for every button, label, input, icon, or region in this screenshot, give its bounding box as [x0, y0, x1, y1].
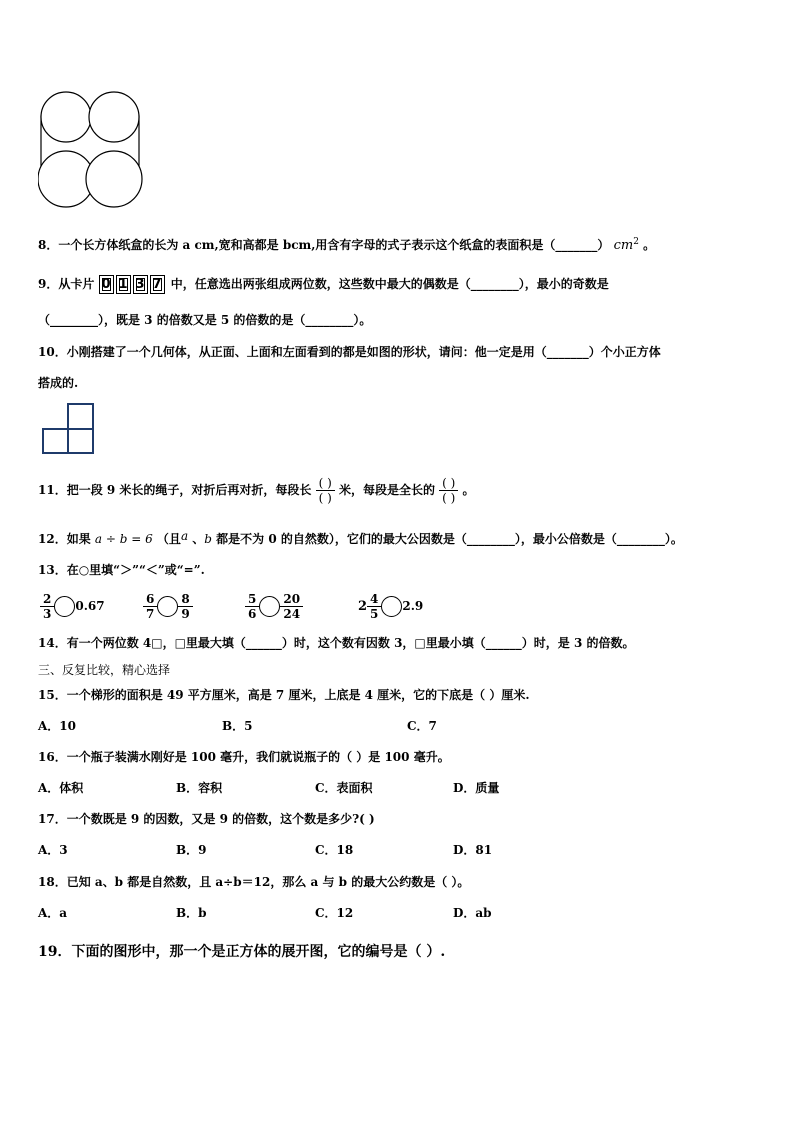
- fraction: [143, 592, 157, 621]
- option-d[interactable]: D．ab: [453, 906, 492, 920]
- fraction: [280, 592, 303, 621]
- denominator: 9: [181, 606, 190, 621]
- option-b[interactable]: B．5: [222, 719, 253, 733]
- question-9: [38, 274, 609, 294]
- question-12-prefix: 12．如果: [38, 532, 91, 546]
- option-c[interactable]: C．表面积: [315, 781, 373, 795]
- question-12-rest: 都是不为 0 的自然数），它们的最大公因数是（________），最小公倍数是（________）。: [216, 532, 683, 546]
- question-8: [38, 234, 655, 254]
- fraction: [40, 592, 54, 621]
- four-circles-figure: [38, 86, 144, 212]
- cube-view-figure: [42, 403, 96, 455]
- fraction: [367, 592, 381, 621]
- option-b[interactable]: B．容积: [176, 781, 223, 795]
- question-12-mid: （且: [156, 532, 181, 546]
- question-13-text: 13．在○里填“＞”“＜”或“=”.: [38, 563, 205, 577]
- numerator: 2: [40, 592, 54, 607]
- answer-circle[interactable]: [259, 596, 280, 617]
- blank-fraction-length: [316, 476, 335, 505]
- question-10-line1: 10．小刚搭建了一个几何体，从正面、上面和左面看到的都是如图的形状，请问：他一定是用（_______）个小正方体: [38, 345, 661, 359]
- question-17-text: 17．一个数既是 9 的因数，又是 9 的倍数，这个数是多少?( ): [38, 812, 375, 826]
- question-12-equation: a ÷ b = 6: [94, 532, 153, 546]
- option-c[interactable]: C．18: [315, 843, 354, 857]
- question-10-line2: 搭成的.: [38, 376, 79, 390]
- answer-circle[interactable]: [157, 596, 178, 617]
- answer-circle[interactable]: [54, 596, 75, 617]
- comparison-item-3: [245, 588, 303, 624]
- option-b[interactable]: B．b: [176, 906, 207, 920]
- question-11-middle: 米，每段是全长的: [338, 483, 435, 497]
- denominator: 6: [248, 606, 257, 621]
- denominator: 24: [283, 606, 301, 621]
- question-11: [38, 472, 475, 508]
- question-15-text: 15．一个梯形的面积是 49 平方厘米，高是 7 厘米，上底是 4 厘米，它的下底是（ ）厘米.: [38, 688, 530, 702]
- question-19-text: 19．下面的图形中，那一个是正方体的展开图，它的编号是（ ）.: [38, 944, 446, 960]
- blank-numerator: ( ): [439, 476, 458, 491]
- fraction: [178, 592, 192, 621]
- question-12-var-a: a: [180, 529, 189, 543]
- numerator: 8: [178, 592, 192, 607]
- question-8-unit-sup: 2: [633, 237, 639, 247]
- denominator: 3: [43, 606, 52, 621]
- comparison-value: 0.67: [75, 599, 105, 613]
- denominator: 7: [146, 606, 155, 621]
- numerator: 5: [245, 592, 259, 607]
- question-11-end: 。: [462, 483, 475, 497]
- digit-card-7: 7: [150, 275, 165, 294]
- option-c[interactable]: C．12: [315, 906, 354, 920]
- option-a[interactable]: A．10: [38, 719, 77, 733]
- section-heading: 三、反复比较，精心选择: [38, 663, 171, 677]
- comparison-item-2: [143, 588, 193, 624]
- fraction: [245, 592, 259, 621]
- blank-numerator: ( ): [316, 476, 335, 491]
- digit-card-3: 3: [133, 275, 148, 294]
- option-a[interactable]: A．体积: [38, 781, 84, 795]
- question-8-unit: cm: [613, 238, 634, 253]
- question-8-end: 。: [643, 238, 656, 252]
- numerator: 6: [143, 592, 157, 607]
- whole-number: 2: [358, 598, 368, 614]
- numerator: 20: [280, 592, 303, 607]
- question-12-var-b: b: [204, 532, 212, 546]
- question-12: [38, 531, 683, 547]
- comparison-item-4: [358, 588, 423, 624]
- answer-circle[interactable]: [381, 596, 402, 617]
- question-14-text: 14．有一个两位数 4□，□里最大填（______）时，这个数有因数 3，□里最小填（______）时，是 3 的倍数。: [38, 636, 635, 650]
- question-9-line1: 中，任意选出两张组成两位数，这些数中最大的偶数是（________），最小的奇数是: [170, 277, 609, 291]
- question-9-line2: （________），既是 3 的倍数又是 5 的倍数的是（________）。: [38, 313, 372, 327]
- blank-fraction-part: [439, 476, 458, 505]
- option-b[interactable]: B．9: [176, 843, 207, 857]
- question-11-prefix: 11．把一段 9 米长的绳子，对折后再对折，每段长: [38, 483, 312, 497]
- option-c[interactable]: C．7: [407, 719, 437, 733]
- blank-denominator: ( ): [318, 491, 332, 505]
- denominator: 5: [370, 606, 379, 621]
- digit-card-0: 0: [99, 275, 114, 294]
- question-12-sep: 、: [192, 532, 205, 546]
- digit-card-1: 1: [116, 275, 131, 294]
- question-8-text: 8．一个长方体纸盒的长为 a cm,宽和高都是 bcm,用含有字母的式子表示这个纸盒的表面积是（_______）: [38, 238, 610, 252]
- question-18-text: 18．已知 a、b 都是自然数，且 a÷b＝12，那么 a 与 b 的最大公约数是（ ）。: [38, 875, 470, 889]
- numerator: 4: [367, 592, 381, 607]
- option-a[interactable]: A．3: [38, 843, 68, 857]
- question-16-text: 16．一个瓶子装满水刚好是 100 毫升，我们就说瓶子的（ ）是 100 毫升。: [38, 750, 450, 764]
- comparison-item-1: [40, 588, 105, 624]
- question-9-prefix: 9．从卡片: [38, 277, 95, 291]
- comparison-value: 2.9: [402, 599, 424, 613]
- option-d[interactable]: D．81: [453, 843, 493, 857]
- option-a[interactable]: A．a: [38, 906, 68, 920]
- blank-denominator: ( ): [442, 491, 456, 505]
- option-d[interactable]: D．质量: [453, 781, 500, 795]
